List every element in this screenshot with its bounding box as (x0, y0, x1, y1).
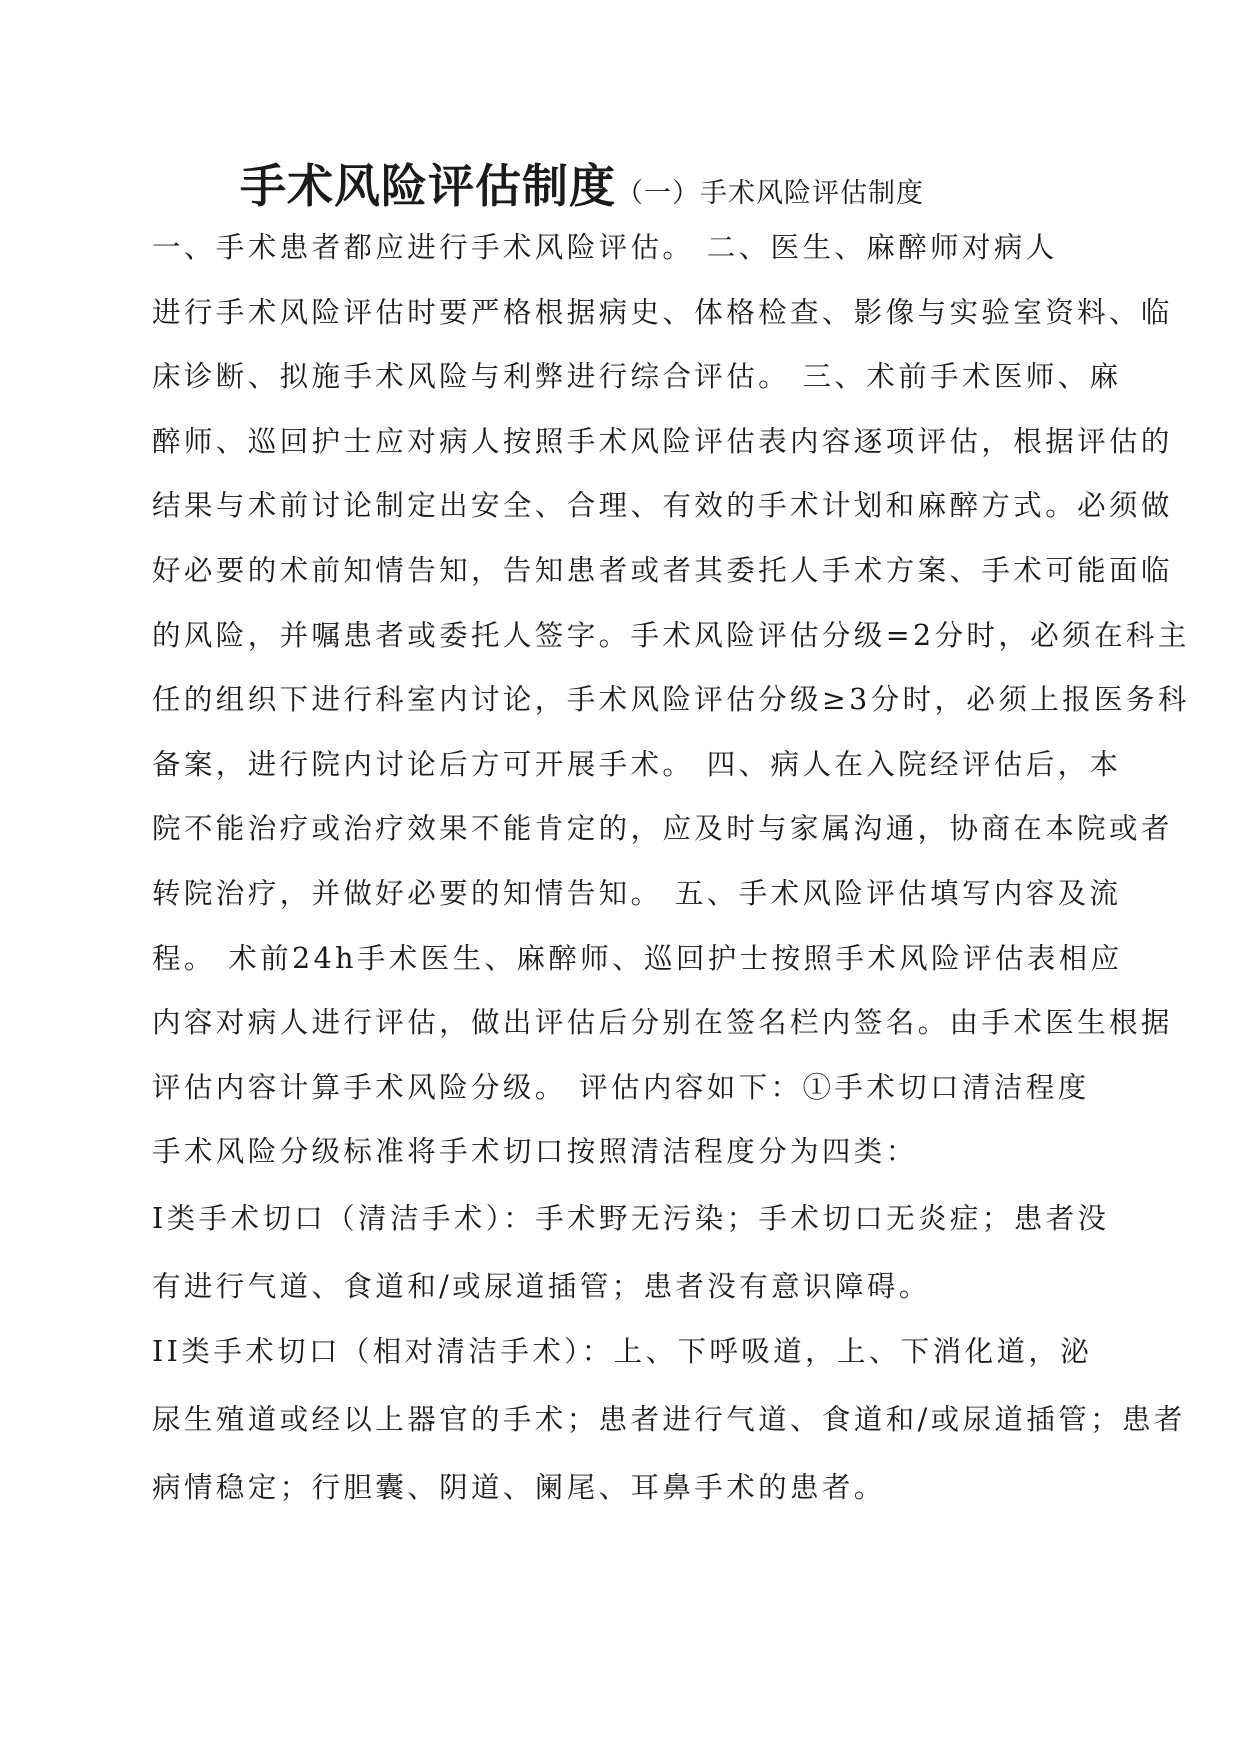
text-line: 醉师、巡回护士应对病人按照手术风险评估表内容逐项评估，根据评估的 (152, 424, 1173, 458)
text-line: 有进行气道、食道和/或尿道插管；患者没有意识障碍。 (152, 1270, 931, 1303)
text-line: 手术风险分级标准将手术切口按照清洁程度分为四类： (152, 1135, 918, 1169)
text-line: 评估内容计算手术风险分级。 评估内容如下：①手术切口清洁程度 (152, 1070, 1090, 1104)
text-line: 一、手术患者都应进行手术风险评估。 二、医生、麻醉师对病人 (152, 231, 1058, 264)
text-line: 进行手术风险评估时要严格根据病史、体格检查、影像与实验室资料、临 (152, 295, 1173, 329)
text-line: 内容对病人进行评估，做出评估后分别在签名栏内签名。由手术医生根据 (152, 1006, 1173, 1040)
text-line: 的风险，并嘱患者或委托人签字。手术风险评估分级=2分时，必须在科主 (152, 618, 1190, 652)
text-line: 尿生殖道或经以上器官的手术；患者进行气道、食道和/或尿道插管；患者 (152, 1403, 1186, 1436)
text-line: 床诊断、拟施手术风险与利弊进行综合评估。 三、术前手术医师、麻 (152, 360, 1122, 394)
text-line: I类手术切口（清洁手术）：手术野无污染；手术切口无炎症；患者没 (152, 1202, 1110, 1235)
text-line: 病情稳定；行胆囊、阴道、阑尾、耳鼻手术的患者。 (152, 1471, 886, 1504)
text-line: 院不能治疗或治疗效果不能肯定的，应及时与家属沟通，协商在本院或者 (152, 812, 1173, 846)
text-line: 任的组织下进行科室内讨论，手术风险评估分级≥3分时，必须上报医务科 (152, 683, 1190, 717)
class-1-paragraph (152, 1185, 1110, 1321)
text-line: 备案，进行院内讨论后方可开展手术。 四、病人在入院经评估后，本 (152, 747, 1122, 781)
text-line: 好必要的术前知情告知，告知患者或者其委托人手术方案、手术可能面临 (152, 553, 1173, 587)
text-line: 转院治疗，并做好必要的知情告知。 五、手术风险评估填写内容及流 (152, 876, 1122, 910)
text-line: II类手术切口（相对清洁手术）：上、下呼吸道，上、下消化道，泌 (152, 1335, 1093, 1368)
document-title: 手术风险评估制度 (240, 159, 616, 213)
main-paragraph (152, 216, 1190, 1185)
document-subtitle: （一）手术风险评估制度 (616, 178, 924, 209)
class-2-paragraph (152, 1318, 1186, 1522)
text-line: 程。 术前24h手术医生、麻醉师、巡回护士按照手术风险评估表相应 (152, 941, 1123, 975)
text-line: 结果与术前讨论制定出安全、合理、有效的手术计划和麻醉方式。必须做 (152, 489, 1173, 523)
